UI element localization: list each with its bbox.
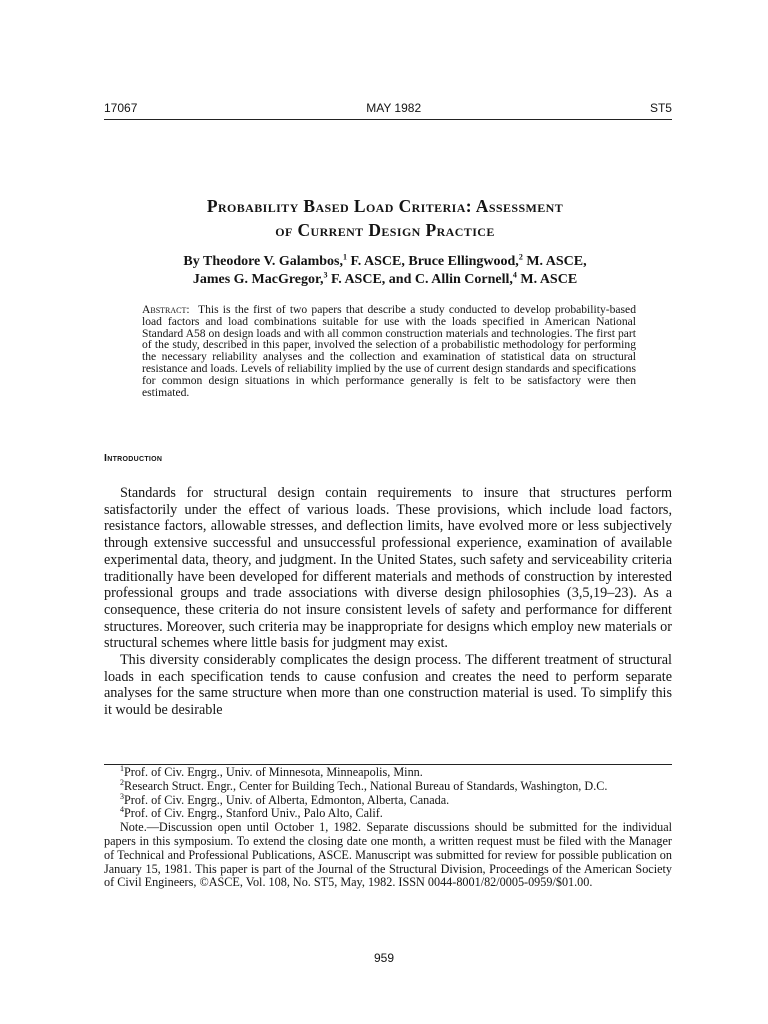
paper-title — [100, 194, 670, 242]
footnote-4-mark: 4 — [120, 805, 124, 815]
author-1: By Theodore V. Galambos, — [183, 254, 344, 269]
author-2-footnote-mark: 2 — [518, 252, 523, 262]
footnote-4 — [104, 807, 672, 821]
author-1-footnote-mark: 1 — [343, 252, 348, 262]
running-header — [104, 101, 672, 120]
journal-number: 17067 — [104, 101, 138, 115]
footnotes — [104, 763, 672, 890]
title-line-2: of Current Design Practice — [275, 220, 495, 240]
footnote-3-text: Prof. of Civ. Engrg., Univ. of Alberta, Edmonton, Alberta, Canada. — [124, 792, 450, 807]
footnote-1-mark: 1 — [120, 763, 124, 773]
paragraph-2: This diversity considerably complicates the design process. The different treatment of structural loads in each specification tends to cause confusion and creates the need to perform separate analyses for the same structure when more than one construction material is used. To simplify this it would be desirable — [104, 652, 672, 719]
author-4-grade: M. ASCE — [516, 272, 578, 287]
body-text — [104, 485, 672, 719]
issue-date: MAY 1982 — [366, 101, 422, 115]
section-heading-introduction: Introduction — [104, 452, 163, 464]
author-4-footnote-mark: 4 — [512, 270, 517, 280]
author-3-footnote-mark: 3 — [323, 270, 328, 280]
issue-code: ST5 — [649, 101, 672, 115]
footnote-2-mark: 2 — [120, 777, 124, 787]
author-3: James G. MacGregor, — [192, 272, 324, 287]
author-line-2 — [100, 271, 670, 289]
author-1-grade: F. ASCE, Bruce Ellingwood, — [347, 254, 519, 269]
footnote-2 — [104, 777, 672, 794]
footnote-1-text: Prof. of Civ. Engrg., Univ. of Minnesota, Minneapolis, Minn. — [124, 765, 423, 779]
footnote-4-text: Prof. of Civ. Engrg., Stanford Univ., Palo Alto, Calif. — [124, 806, 383, 821]
abstract — [142, 304, 636, 398]
abstract-label: Abstract: — [142, 303, 190, 316]
title-line-1: Probability Based Load Criteria: Assessment — [206, 196, 564, 216]
page-number: 959 — [373, 951, 395, 965]
abstract-text: This is the first of two papers that describe a study conducted to develop probability-based load factors and load combinations suitable for use with the loads specified in American National Standard A58 on design loads and with all common construction materials and technologies. The first part of the study, described in this paper, involved the selection of a probabilistic methodology for performing the necessary reliability analyses and the collection and examination of statistical data on structural resistance and loads. Levels of reliability implied by the use of current design standards and specifications for common design situations in which performance generally is felt to be satisfactory were then estimated. — [142, 303, 636, 399]
author-list — [100, 253, 670, 289]
paragraph-1: Standards for structural design contain requirements to insure that structures perform satisfactorily under the effect of various loads. These provisions, which include load factors, resistance factors, allowable stresses, and deflection limits, have evolved more or less subjectively through extensive successful and unsuccessful professional experience, examination of available experimental data, theory, and judgment. In the United States, such safety and serviceability criteria traditionally have been developed for different materials and methods of construction by interested professional groups and trade associations with diverse design philosophies (3,5,19–23). As a consequence, these criteria do not insure consistent levels of safety and performance for different structures. Moreover, such criteria may be inappropriate for designs which employ new materials or structural schemes where little basis for judgment may exist. — [104, 485, 672, 652]
author-2-grade: M. ASCE, — [522, 254, 587, 269]
publication-note: Note.—Discussion open until October 1, 1982. Separate discussions should be submitted for the individual papers in this symposium. To extend the closing date one month, a written request must be filed with the Manager of Technical and Professional Publications, ASCE. Manuscript was submitted for review for possible publication on January 15, 1981. This paper is part of the Journal of the Structural Division, Proceedings of the American Society of Civil Engineers, ©ASCE, Vol. 108, No. ST5, May, 1982. ISSN 0044-8001/82/0005-0959/$01.00. — [104, 820, 672, 890]
author-3-grade: F. ASCE, and C. Allin Cornell, — [327, 272, 513, 287]
author-line-1 — [100, 253, 670, 271]
footnote-3-mark: 3 — [120, 791, 124, 801]
footnote-1 — [104, 763, 672, 780]
footnote-2-text: Research Struct. Engr., Center for Building Tech., National Bureau of Standards, Washington, D.C. — [124, 778, 608, 793]
